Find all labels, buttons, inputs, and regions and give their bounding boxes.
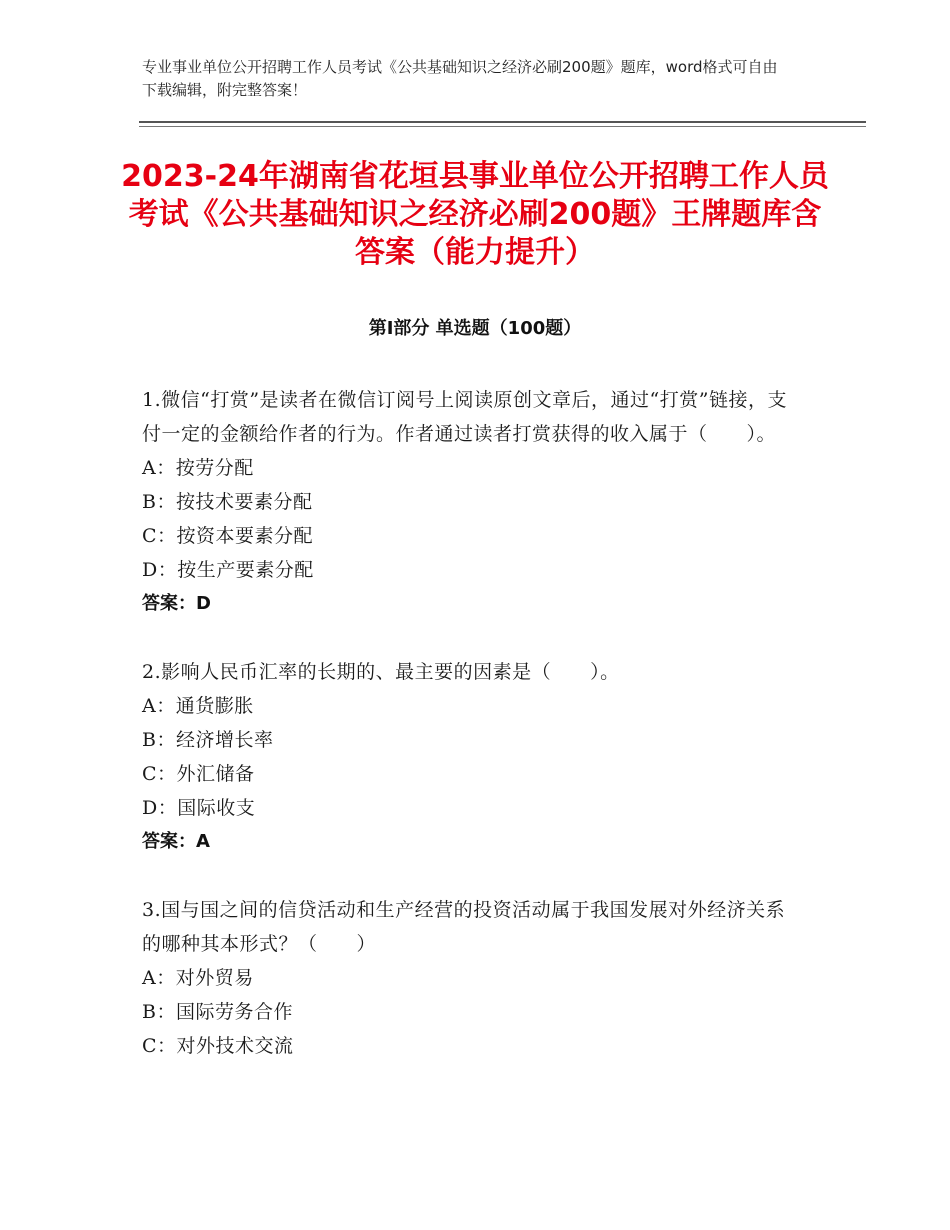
option-a: A：通货膨胀 bbox=[142, 695, 254, 717]
header-divider-thick bbox=[139, 121, 866, 123]
question-stem: 1.微信“打赏”是读者在微信订阅号上阅读原创文章后，通过“打赏”链接，支付一定的金额给作者的行为。作者通过读者打赏获得的收入属于（ ）。 bbox=[142, 389, 787, 445]
question-1 bbox=[142, 383, 802, 621]
question-3 bbox=[142, 893, 802, 1063]
header-divider-thin bbox=[139, 126, 866, 127]
option-c: C：外汇储备 bbox=[142, 763, 255, 785]
option-b: B：国际劳务合作 bbox=[142, 1001, 293, 1023]
option-c: C：按资本要素分配 bbox=[142, 525, 314, 547]
question-stem: 3.国与国之间的信贷活动和生产经营的投资活动属于我国发展对外经济关系的哪种其本形式？（ ） bbox=[142, 899, 786, 955]
option-c: C：对外技术交流 bbox=[142, 1035, 294, 1057]
question-2 bbox=[142, 655, 802, 859]
section-heading: 第Ⅰ部分 单选题（100题） bbox=[368, 318, 582, 339]
document-title: 2023-24年湖南省花垣县事业单位公开招聘工作人员考试《公共基础知识之经济必刷200题》王牌题库含答案（能力提升） bbox=[121, 159, 829, 270]
option-b: B：按技术要素分配 bbox=[142, 491, 313, 513]
answer-label: 答案：A bbox=[142, 831, 210, 852]
header-note: 专业事业单位公开招聘工作人员考试《公共基础知识之经济必刷200题》题库，word格式可自由下载编辑，附完整答案！ bbox=[142, 58, 778, 99]
option-a: A：对外贸易 bbox=[142, 967, 254, 989]
question-stem: 2.影响人民币汇率的长期的、最主要的因素是（ ）。 bbox=[142, 661, 620, 683]
option-d: D：国际收支 bbox=[142, 797, 256, 819]
option-d: D：按生产要素分配 bbox=[142, 559, 314, 581]
answer-label: 答案：D bbox=[142, 593, 211, 614]
question-list bbox=[142, 383, 802, 1097]
option-b: B：经济增长率 bbox=[142, 729, 274, 751]
option-a: A：按劳分配 bbox=[142, 457, 254, 479]
